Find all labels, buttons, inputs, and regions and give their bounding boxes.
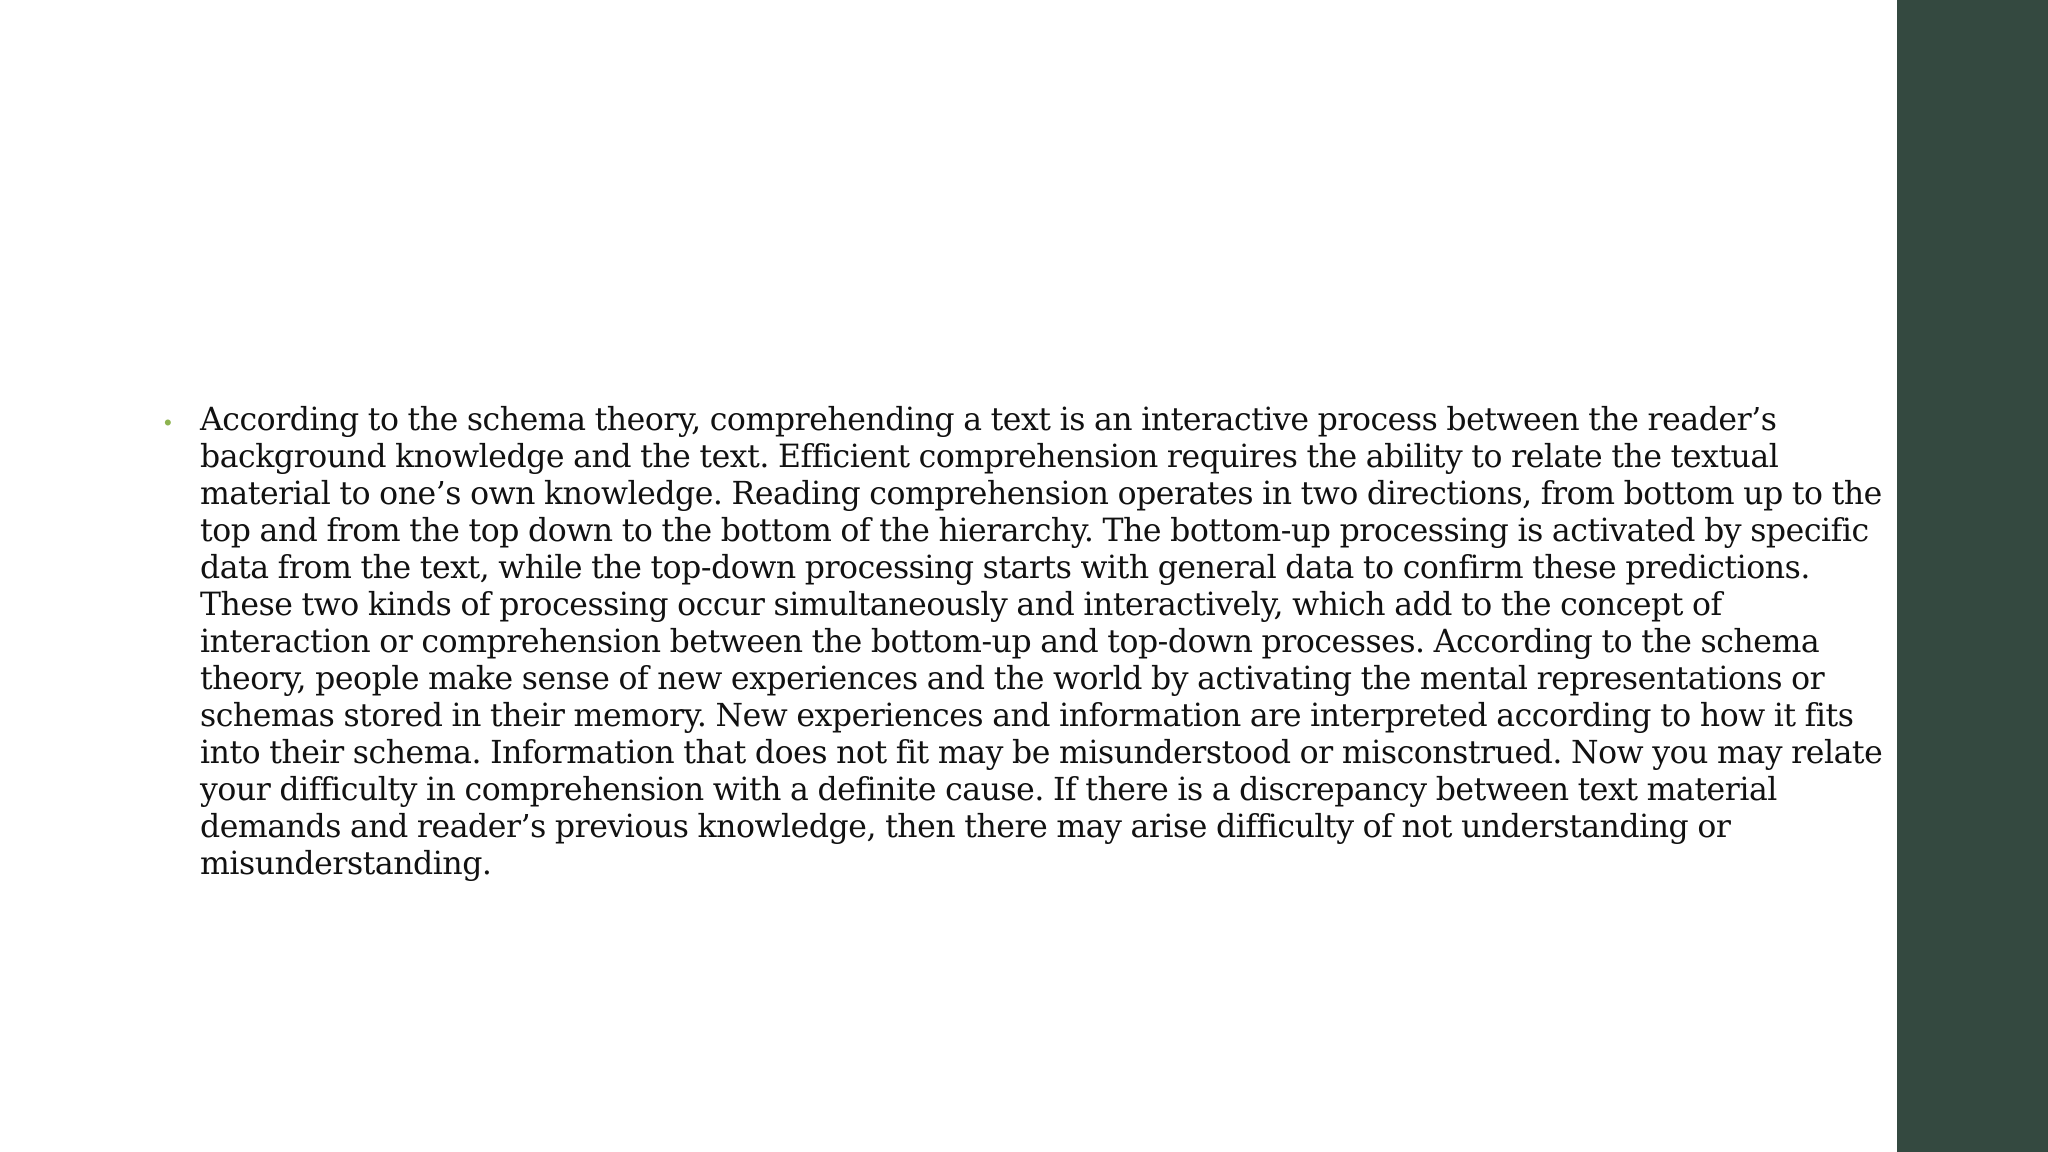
slide-body <box>164 402 1884 883</box>
bullet-item <box>164 402 1884 883</box>
bullet-paragraph: According to the schema theory, comprehending a text is an interactive process between the reader’s background knowledge and the text. Efficient comprehension requires the ability to relate the textual material to one’s own knowledge. Reading comprehension operates in two directions, from bottom up to the top and from the top down to the bottom of the hierarchy. The bottom-up processing is activated by specific data from the text, while the top-down processing starts with general data to confirm these predictions. These two kinds of processing occur simultaneously and interactively, which add to the concept of interaction or comprehension between the bottom-up and top-down processes. According to the schema theory, people make sense of new experiences and the world by activating the mental representations or schemas stored in their memory. New experiences and information are interpreted according to how it fits into their schema. Information that does not fit may be misunderstood or misconstrued. Now you may relate your difficulty in comprehension with a definite cause. If there is a discrepancy between text material demands and reader’s previous knowledge, then there may arise difficulty of not understanding or misunderstanding. <box>200 402 1883 882</box>
bullet-dot-icon: • <box>164 410 172 435</box>
accent-side-band <box>1897 0 2048 1152</box>
